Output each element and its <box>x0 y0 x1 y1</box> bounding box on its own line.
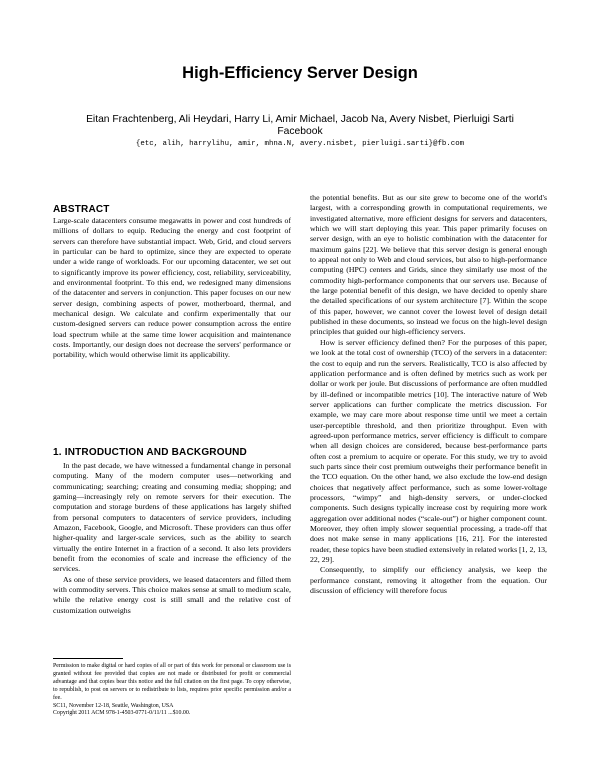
right-paragraph: the potential benefits. But as our site grew to become one of the world's largest, with a corresponding growth in computational requirements, we investigated alternative, more efficient designs for servers and datacenters, which we will start deploying this year. This paper primarily focuses on server design, with an eye to holistic combination with the datacenter for maximum gains [22]. We believe that this server design is general enough to appeal not only to Web and cloud services, but also to high-performance computing (HPC) centers and Grids, since they similarly use most of the commodity high-performance components that our servers use. Because of the large potential benefit of this design, we have decided to openly share the detailed specifications of our system architecture [7]. Within the scope of this paper, however, we cannot cover the lowest level of design detail published in these documents, so instead we focus on the high-level design principles that guided our high-efficiency servers. <box>310 193 547 337</box>
section-1-paragraph: In the past decade, we have witnessed a fundamental change in personal computing. Many of the modern computer uses—networking and communicating; searching; creating and consuming media; shopping; and gaming—increasingly rely on remote servers for their execution. The computation and storage burdens of these applications has largely shifted from personal computers to datacenters of service providers, including Amazon, Facebook, Google, and Microsoft. These providers can thus offer higher-quality and larger-scale services, such as the ability to search virtually the entire Internet in a fraction of a second. It also lets providers benefit from the economies of scale and increase the efficiency of the services. <box>53 461 291 574</box>
abstract-heading: ABSTRACT <box>53 204 110 215</box>
section-1-body <box>53 461 291 616</box>
copyright-line: Copyright 2011 ACM 978-1-4503-0771-0/11/11 ...$10.00. <box>53 710 191 717</box>
conference-venue: SC11, November 12-18, Seattle, Washington, USA <box>53 702 174 709</box>
permission-notice: Permission to make digital or hard copies of all or part of this work for personal or classroom use is granted without fee provided that copies are not made or distributed for profit or commercial advantage and that copies bear this notice and the full citation on the first page. To copy otherwise, to republish, to post on servers or to redistribute to lists, requires prior specific permission and/or a fee. <box>53 663 291 701</box>
author-affiliation: Facebook <box>277 126 323 137</box>
author-block <box>40 114 560 138</box>
paper-title: High-Efficiency Server Design <box>182 64 418 82</box>
copyright-footnote <box>53 663 291 718</box>
right-paragraph: Consequently, to simplify our efficiency analysis, we keep the performance constant, removing it altogether from the equation. Our discussion of efficiency will therefore focus <box>310 565 547 596</box>
section-1-heading: 1. INTRODUCTION AND BACKGROUND <box>53 447 247 458</box>
footnote-rule <box>53 658 123 659</box>
abstract-body <box>53 216 291 361</box>
right-paragraph: How is server efficiency defined then? For the purposes of this paper, we look at the total cost of ownership (TCO) of the servers in a datacenter: the cost to equip and run the servers. Realistically, TCO is also affected by application performance and is often defined by metrics such as work per dollar or work per joule. But discussions of performance are often muddled by ill-defined or incompatible metrics [10]. The interactive nature of Web server applications can further complicate the metrics discussion. For example, we may care more about response time until we meet a certain user-perceptible threshold, and then prioritize throughput. Even with agreed-upon performance metrics, server efficiency is difficult to compare when all design choices are considered, because best-performance parts often cost a premium to acquire or operate. For this study, we try to avoid such parts since their cost premium outweighs their performance benefit in the TCO equation. On the other hand, we also exclude the low-end design choices that negatively affect performance, such as some lower-voltage processors, “wimpy” and high-density servers, or under-clocked components. Such designs typically increase cost by requiring more work aggregation over additional nodes (“scale-out”) or higher component count. Moreover, they often imply slower sequential processing, a trade-off that does not make sense in many applications [16, 21]. For the interested reader, these topics have been studied extensively in related works [1, 2, 13, 22, 29]. <box>310 337 547 565</box>
abstract-text: Large-scale datacenters consume megawatts in power and cost hundreds of millions of dollars to equip. Reducing the energy and cost footprint of servers can therefore have substantial impact. Web, Grid, and cloud servers in particular can be hard to optimize, since they are expected to operate under a wide range of workloads. For our upcoming datacenter, we set out to significantly improve its power efficiency, cost, reliability, serviceability, and environmental footprint. To this end, we redesigned many dimensions of the datacenter and servers in conjunction. This paper focuses on our new server design, combining aspects of power, motherboard, thermal, and mechanical design. We calculate and confirm experimentally that our custom-designed servers can reduce power consumption across the entire load spectrum while at the same time lower acquisition and maintenance costs. Importantly, our design does not decrease the servers' performance or portability, which would otherwise limit its applicability. <box>53 216 291 360</box>
section-1-paragraph: As one of these service providers, we leased datacenters and filled them with commodity servers. This choice makes sense at small to medium scale, while the relative energy cost is still small and the relative cost of customization outweighs <box>53 574 291 615</box>
author-emails: {etc, alih, harrylihu, amir, mhna.N, avery.nisbet, pierluigi.sarti}@fb.com <box>135 140 465 148</box>
right-column-body <box>310 193 547 596</box>
author-names: Eitan Frachtenberg, Ali Heydari, Harry Li, Amir Michael, Jacob Na, Avery Nisbet, Pierluigi Sarti <box>86 114 514 125</box>
